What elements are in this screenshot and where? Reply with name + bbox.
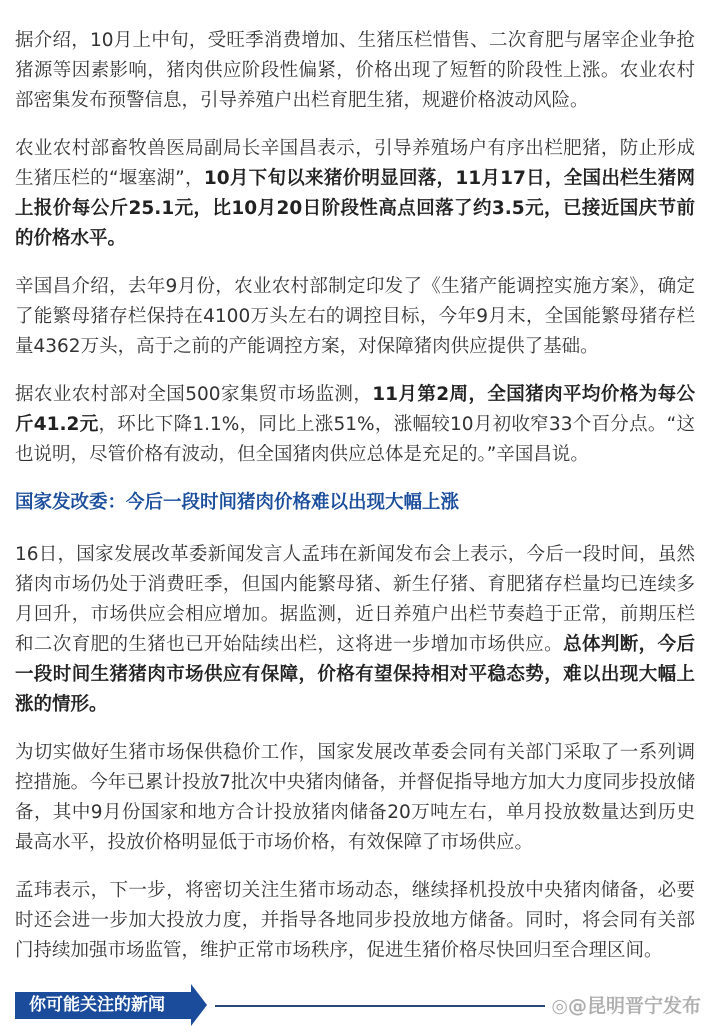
text: ，环比下降1.1%，同比上涨51%，涨幅较10月初收窄33个百分点。“这也说明，尽管价格有波动，但全国猪肉供应总体是充足的。”辛国昌说。 [15,414,695,465]
divider [215,1005,545,1007]
paragraph [15,876,695,966]
watermark-text: @昆明晋宁发布 [567,995,701,1017]
text: 孟玮表示，下一步，将密切关注生猪市场动态，继续择机投放中央猪肉储备，必要时还会进一步加大投放力度，并指导各地同步投放地方储备。同时，将会同有关部门持续加强市场监管，维护正常市场秩序，促进生猪价格尽快回归至合理区间。 [15,880,695,961]
bold-text: 总体判断，今后一段时间生猪猪肉市场供应有保障，价格有望保持相对平稳态势，难以出现大幅上涨的情形。 [15,634,695,715]
text: 据农业农村部对全国500家集贸市场监测， [15,384,373,405]
paragraph [15,134,695,254]
text: 农业农村部畜牧兽医局副局长辛国昌表示，引导养殖场户有序出栏肥猪，防止形成生猪压栏的“堰塞湖”， [15,138,695,189]
paragraph [15,738,695,858]
related-news-banner[interactable] [15,984,701,1028]
section-heading: 国家发改委：今后一段时间猪肉价格难以出现大幅上涨 [15,492,460,513]
paragraph [15,26,695,116]
related-news-label: 你可能关注的新闻 [15,992,191,1019]
arrow-icon [191,984,207,1026]
text: 16日，国家发展改革委新闻发言人孟玮在新闻发布会上表示，今后一段时间，虽然猪肉市场仍处于消费旺季，但国内能繁母猪、新生仔猪、育肥猪存栏量均已连续多月回升，市场供应会相应增加。据监测，近日养殖户出栏节奏趋于正常，前期压栏和二次育肥的生猪也已开始陆续出栏，这将进一步增加市场供应。 [15,544,695,655]
paragraph-group-2 [15,540,695,966]
paragraph [15,380,695,470]
paragraph [15,540,695,720]
text: 为切实做好生猪市场保供稳价工作，国家发展改革委会同有关部门采取了一系列调控措施。今年已累计投放7批次中央猪肉储备，并督促指导地方加大力度同步投放储备，其中9月份国家和地方合计投放猪肉储备20万吨左右，单月投放数量达到历史最高水平，投放价格明显低于市场价格，有效保障了市场供应。 [15,742,695,853]
paragraph-group-1 [15,26,695,470]
text: 辛国昌介绍，去年9月份，农业农村部制定印发了《生猪产能调控实施方案》，确定了能繁母猪存栏保持在4100万头左右的调控目标，今年9月末，全国能繁母猪存栏量4362万头，高于之前的产能调控方案，对保障猪肉供应提供了基础。 [15,276,695,357]
bold-text: 10月下旬以来猪价明显回落，11月17日，全国出栏生猪网上报价每公斤25.1元，比10月20日阶段性高点回落了约3.5元，已接近国庆节前的价格水平。 [15,168,695,249]
paragraph [15,272,695,362]
text: 据介绍，10月上中旬，受旺季消费增加、生猪压栏惜售、二次育肥与屠宰企业争抢猪源等因素影响，猪肉供应阶段性偏紧，价格出现了短暂的阶段性上涨。农业农村部密集发布预警信息，引导养殖户出栏育肥生猪，规避价格波动风险。 [15,30,695,111]
weibo-icon: ◎ [551,995,568,1017]
bold-text: 11月第2周，全国猪肉平均价格为每公斤41.2元 [15,384,696,435]
weibo-watermark [551,994,701,1018]
